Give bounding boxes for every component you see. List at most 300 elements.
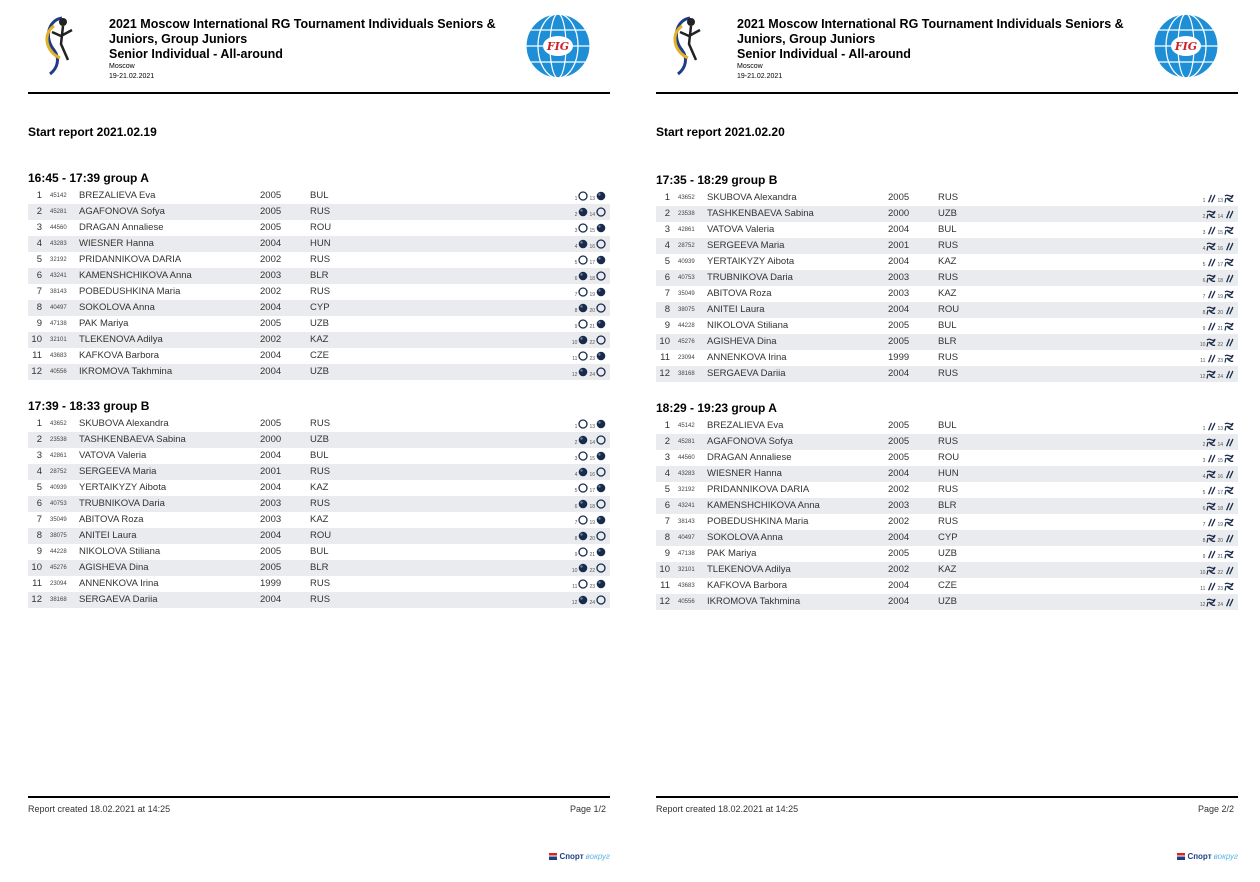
clubs-icon (1224, 337, 1234, 347)
athlete-id: 23538 (50, 437, 67, 443)
table-row (28, 188, 610, 204)
country-code: KAZ (310, 514, 329, 525)
country-code: CYP (938, 532, 958, 543)
apparatus-order (1203, 498, 1234, 514)
ribbon-icon (1206, 337, 1216, 347)
start-number: 4 (664, 468, 670, 479)
athlete-name: AGAFONOVA Sofya (79, 206, 165, 217)
table-row (28, 268, 610, 284)
start-number: 10 (31, 562, 42, 573)
birth-year: 2004 (888, 596, 910, 607)
start-number: 3 (36, 450, 42, 461)
ribbon-icon (1206, 437, 1216, 447)
group-title: 18:29 - 19:23 group A (656, 401, 777, 415)
order-1: 3 (1202, 458, 1206, 464)
order-1: 1 (574, 424, 578, 430)
order-1: 12 (571, 372, 578, 378)
table-row (656, 594, 1238, 610)
athlete-id: 43241 (678, 503, 695, 509)
birth-year: 2005 (260, 190, 282, 201)
table-row (656, 254, 1238, 270)
start-number: 8 (36, 302, 42, 313)
birth-year: 2000 (888, 208, 910, 219)
clubs-icon (1206, 193, 1216, 203)
start-number: 9 (664, 320, 670, 331)
start-number: 5 (664, 484, 670, 495)
apparatus-order (1203, 546, 1234, 562)
start-number: 9 (36, 318, 42, 329)
birth-year: 2005 (888, 548, 910, 559)
order-1: 5 (1202, 262, 1206, 268)
order-2: 18 (1217, 278, 1223, 284)
table-row (656, 222, 1238, 238)
ribbon-icon (1206, 533, 1216, 543)
table-row (28, 560, 610, 576)
country-code: CYP (310, 302, 330, 313)
apparatus-order (1203, 222, 1234, 238)
athlete-name: ANNENKOVA Irina (707, 352, 787, 363)
athlete-id: 35049 (50, 517, 67, 523)
order-2: 14 (1217, 214, 1223, 220)
athlete-id: 40556 (678, 599, 695, 605)
athlete-name: PAK Mariya (79, 318, 129, 329)
clubs-icon (1224, 533, 1234, 543)
country-code: BLR (938, 500, 957, 511)
hoop-icon (578, 223, 588, 233)
clubs-icon (1224, 565, 1234, 575)
athlete-id: 45276 (50, 565, 67, 571)
table-row (656, 466, 1238, 482)
clubs-icon (1206, 321, 1216, 331)
start-number: 12 (659, 368, 670, 379)
athlete-id: 47138 (678, 551, 695, 557)
country-code: RUS (938, 436, 959, 447)
apparatus-order (1203, 434, 1234, 450)
hoop-icon (596, 303, 606, 313)
group-rows (656, 418, 1238, 610)
start-number: 1 (664, 420, 670, 431)
order-1: 7 (574, 292, 578, 298)
order-2: 14 (1217, 442, 1223, 448)
order-1: 4 (574, 244, 578, 250)
clubs-icon (1206, 581, 1216, 591)
birth-year: 2004 (888, 468, 910, 479)
order-1: 1 (1202, 426, 1206, 432)
apparatus-order (575, 252, 606, 268)
ball-icon (596, 287, 606, 297)
order-2: 22 (589, 568, 595, 574)
order-2: 23 (589, 356, 595, 362)
order-1: 2 (1202, 214, 1206, 220)
ball-icon (578, 435, 588, 445)
order-2: 21 (589, 324, 595, 330)
athlete-id: 44228 (50, 549, 67, 555)
svg-text:FIG: FIG (546, 40, 570, 53)
table-row (656, 206, 1238, 222)
group-section (28, 398, 610, 608)
country-code: BLR (310, 562, 329, 573)
country-code: RUS (310, 206, 331, 217)
apparatus-order (1203, 270, 1234, 286)
athlete-name: TLEKENOVA Adilya (79, 334, 163, 345)
order-2: 19 (1217, 522, 1223, 528)
athlete-id: 23094 (50, 581, 67, 587)
clubs-icon (1206, 225, 1216, 235)
ball-icon (578, 335, 588, 345)
start-number: 12 (31, 366, 42, 377)
athlete-name: YERTAIKYZY Aibota (79, 482, 167, 493)
table-row (28, 316, 610, 332)
apparatus-order (575, 188, 606, 204)
start-number: 9 (36, 546, 42, 557)
athlete-name: IKROMOVA Takhmina (79, 366, 173, 377)
brand-logo (1177, 852, 1238, 861)
athlete-id: 45281 (50, 209, 67, 215)
table-row (28, 348, 610, 364)
order-2: 21 (1217, 554, 1223, 560)
order-2: 24 (589, 600, 595, 606)
country-code: BUL (938, 224, 957, 235)
group-section (656, 400, 1238, 610)
page-header (656, 0, 1238, 94)
ribbon-icon (1224, 421, 1234, 431)
birth-year: 2005 (888, 452, 910, 463)
brand-logo (549, 852, 610, 861)
order-1: 4 (1202, 246, 1206, 252)
header-title (109, 17, 499, 82)
athlete-id: 23094 (678, 355, 695, 361)
start-number: 7 (664, 288, 670, 299)
athlete-id: 32192 (678, 487, 695, 493)
header-dates: 19-21.02.2021 (737, 73, 783, 80)
birth-year: 2004 (888, 304, 910, 315)
apparatus-order (572, 332, 606, 348)
table-row (28, 480, 610, 496)
order-1: 7 (1202, 522, 1206, 528)
athlete-name: AGISHEVA Dina (79, 562, 149, 573)
birth-year: 2003 (260, 270, 282, 281)
order-2: 24 (1217, 602, 1223, 608)
apparatus-order (1203, 206, 1234, 222)
start-number: 2 (664, 208, 670, 219)
ball-icon (578, 207, 588, 217)
athlete-name: KAFKOVA Barbora (707, 580, 788, 591)
tournament-logo-icon (664, 14, 710, 78)
start-number: 5 (36, 254, 42, 265)
birth-year: 2005 (888, 420, 910, 431)
birth-year: 2004 (260, 482, 282, 493)
athlete-id: 28752 (678, 243, 695, 249)
order-1: 9 (1202, 554, 1206, 560)
athlete-id: 40497 (678, 535, 695, 541)
order-2: 14 (589, 212, 595, 218)
birth-year: 2002 (888, 564, 910, 575)
order-2: 24 (1217, 374, 1223, 380)
clubs-icon (1206, 517, 1216, 527)
start-number: 12 (659, 596, 670, 607)
athlete-name: POBEDUSHKINA Maria (79, 286, 181, 297)
brand-word-1: Спорт (1187, 852, 1212, 861)
group-section (28, 170, 610, 380)
order-2: 15 (589, 228, 595, 234)
ribbon-icon (1224, 225, 1234, 235)
apparatus-order (1203, 514, 1234, 530)
start-number: 4 (664, 240, 670, 251)
ribbon-icon (1224, 485, 1234, 495)
birth-year: 2003 (888, 272, 910, 283)
start-number: 5 (36, 482, 42, 493)
clubs-icon (1224, 437, 1234, 447)
hoop-icon (578, 419, 588, 429)
page-number: Page 1/2 (569, 804, 606, 814)
ball-icon (596, 579, 606, 589)
start-number: 11 (32, 578, 42, 589)
order-2: 17 (589, 260, 595, 266)
brand-word-1: Спорт (559, 852, 584, 861)
table-row (28, 432, 610, 448)
start-number: 2 (664, 436, 670, 447)
apparatus-order (1200, 366, 1234, 382)
ball-icon (596, 255, 606, 265)
country-code: BLR (310, 270, 329, 281)
table-row (656, 190, 1238, 206)
table-row (28, 528, 610, 544)
header-city: Moscow (109, 63, 135, 70)
birth-year: 2005 (888, 436, 910, 447)
order-1: 12 (571, 600, 578, 606)
ribbon-icon (1224, 353, 1234, 363)
birth-year: 2005 (888, 336, 910, 347)
apparatus-order (572, 592, 606, 608)
order-2: 22 (1217, 570, 1223, 576)
ribbon-icon (1224, 581, 1234, 591)
order-1: 8 (1202, 310, 1206, 316)
apparatus-order (575, 512, 606, 528)
birth-year: 2002 (260, 286, 282, 297)
table-row (656, 318, 1238, 334)
table-row (28, 448, 610, 464)
order-1: 3 (574, 228, 578, 234)
order-1: 6 (574, 276, 578, 282)
athlete-id: 38143 (50, 289, 67, 295)
athlete-id: 35049 (678, 291, 695, 297)
athlete-id: 23538 (678, 211, 695, 217)
order-1: 11 (1200, 586, 1206, 592)
apparatus-order (575, 480, 606, 496)
country-code: KAZ (938, 256, 957, 267)
apparatus-order (575, 204, 606, 220)
order-2: 18 (589, 504, 595, 510)
apparatus-order (1200, 594, 1234, 610)
country-code: RUS (310, 418, 331, 429)
order-2: 15 (589, 456, 595, 462)
birth-year: 2004 (260, 350, 282, 361)
ribbon-icon (1206, 305, 1216, 315)
fig-logo-icon (524, 12, 592, 80)
apparatus-order (1203, 418, 1234, 434)
clubs-icon (1224, 469, 1234, 479)
table-row (656, 482, 1238, 498)
ribbon-icon (1206, 469, 1216, 479)
birth-year: 1999 (888, 352, 910, 363)
table-row (656, 366, 1238, 382)
apparatus-order (1203, 238, 1234, 254)
table-row (656, 530, 1238, 546)
order-1: 10 (571, 568, 578, 574)
start-number: 7 (36, 286, 42, 297)
ball-icon (578, 531, 588, 541)
birth-year: 2002 (888, 484, 910, 495)
athlete-id: 40753 (678, 275, 695, 281)
athlete-name: TRUBNIKOVA Daria (79, 498, 165, 509)
order-1: 2 (574, 440, 578, 446)
order-1: 11 (572, 356, 578, 362)
athlete-name: TLEKENOVA Adilya (707, 564, 791, 575)
table-row (656, 498, 1238, 514)
athlete-name: DRAGAN Annaliese (79, 222, 164, 233)
table-row (656, 546, 1238, 562)
order-1: 6 (574, 504, 578, 510)
order-1: 3 (1202, 230, 1206, 236)
table-row (28, 416, 610, 432)
country-code: UZB (938, 208, 957, 219)
clubs-icon (1224, 305, 1234, 315)
country-code: UZB (310, 434, 329, 445)
header-city: Moscow (737, 63, 763, 70)
birth-year: 1999 (260, 578, 282, 589)
country-code: BUL (310, 450, 329, 461)
clubs-icon (1206, 485, 1216, 495)
hoop-icon (596, 367, 606, 377)
order-1: 3 (574, 456, 578, 462)
table-row (656, 578, 1238, 594)
clubs-icon (1206, 453, 1216, 463)
hoop-icon (596, 531, 606, 541)
order-2: 20 (1217, 538, 1223, 544)
birth-year: 2004 (888, 580, 910, 591)
athlete-id: 32101 (678, 567, 695, 573)
brand-flag-icon (1177, 853, 1185, 860)
order-1: 2 (1202, 442, 1206, 448)
country-code: HUN (310, 238, 331, 249)
athlete-name: SOKOLOVA Anna (79, 302, 155, 313)
country-code: RUS (310, 578, 331, 589)
title-line-2: Juniors, Group Juniors (109, 32, 248, 46)
apparatus-order (575, 528, 606, 544)
ball-icon (578, 467, 588, 477)
table-row (656, 418, 1238, 434)
ball-icon (596, 547, 606, 557)
birth-year: 2004 (260, 366, 282, 377)
athlete-id: 45142 (678, 423, 695, 429)
country-code: KAZ (938, 288, 957, 299)
title-line-2: Juniors, Group Juniors (737, 32, 876, 46)
ball-icon (578, 271, 588, 281)
table-row (656, 434, 1238, 450)
order-2: 15 (1217, 230, 1223, 236)
birth-year: 2001 (260, 466, 282, 477)
ball-icon (596, 319, 606, 329)
brand-word-2: вокруг (585, 852, 610, 861)
table-row (28, 364, 610, 380)
country-code: RUS (938, 516, 959, 527)
hoop-icon (578, 547, 588, 557)
title-line-3: Senior Individual - All-around (109, 47, 283, 61)
order-2: 17 (1217, 262, 1223, 268)
group-title: 16:45 - 17:39 group A (28, 171, 149, 185)
clubs-icon (1206, 421, 1216, 431)
birth-year: 2004 (888, 532, 910, 543)
header-title (737, 17, 1127, 82)
order-2: 17 (1217, 490, 1223, 496)
ball-icon (596, 351, 606, 361)
apparatus-order (1200, 334, 1234, 350)
country-code: KAZ (310, 482, 329, 493)
athlete-id: 43652 (50, 421, 67, 427)
country-code: RUS (938, 272, 959, 283)
athlete-id: 40497 (50, 305, 67, 311)
start-number: 3 (36, 222, 42, 233)
table-row (28, 220, 610, 236)
apparatus-order (575, 544, 606, 560)
clubs-icon (1224, 369, 1234, 379)
apparatus-order (575, 300, 606, 316)
brand-word-2: вокруг (1213, 852, 1238, 861)
athlete-id: 40753 (50, 501, 67, 507)
apparatus-order (575, 284, 606, 300)
country-code: BUL (310, 190, 329, 201)
page-number: Page 2/2 (1197, 804, 1234, 814)
order-1: 4 (574, 472, 578, 478)
page-footer (656, 796, 1238, 818)
order-2: 14 (589, 440, 595, 446)
athlete-name: BREZALIEVA Eva (79, 190, 156, 201)
country-code: RUS (310, 286, 331, 297)
report-created: Report created 18.02.2021 at 14:25 (28, 804, 171, 814)
start-number: 4 (36, 238, 42, 249)
athlete-name: ANITEI Laura (79, 530, 137, 541)
order-2: 16 (1217, 474, 1223, 480)
country-code: HUN (938, 468, 959, 479)
order-2: 20 (589, 536, 595, 542)
start-number: 2 (36, 206, 42, 217)
table-row (28, 592, 610, 608)
athlete-name: SKUBOVA Alexandra (79, 418, 169, 429)
athlete-name: ABITOVA Roza (707, 288, 772, 299)
country-code: ROU (938, 452, 960, 463)
start-number: 11 (660, 352, 670, 363)
order-2: 23 (589, 584, 595, 590)
start-number: 11 (660, 580, 670, 591)
table-row (656, 286, 1238, 302)
apparatus-order (575, 316, 606, 332)
athlete-id: 45276 (678, 339, 695, 345)
order-2: 15 (1217, 458, 1223, 464)
birth-year: 2003 (260, 498, 282, 509)
athlete-name: SERGAEVA Dariia (79, 594, 158, 605)
start-number: 10 (31, 334, 42, 345)
table-row (28, 236, 610, 252)
athlete-name: YERTAIKYZY Aibota (707, 256, 795, 267)
ball-icon (596, 419, 606, 429)
apparatus-order (572, 560, 606, 576)
ball-icon (578, 367, 588, 377)
apparatus-order (575, 220, 606, 236)
start-number: 10 (659, 336, 670, 347)
ribbon-icon (1206, 565, 1216, 575)
athlete-name: VATOVA Valeria (79, 450, 147, 461)
birth-year: 2003 (888, 500, 910, 511)
